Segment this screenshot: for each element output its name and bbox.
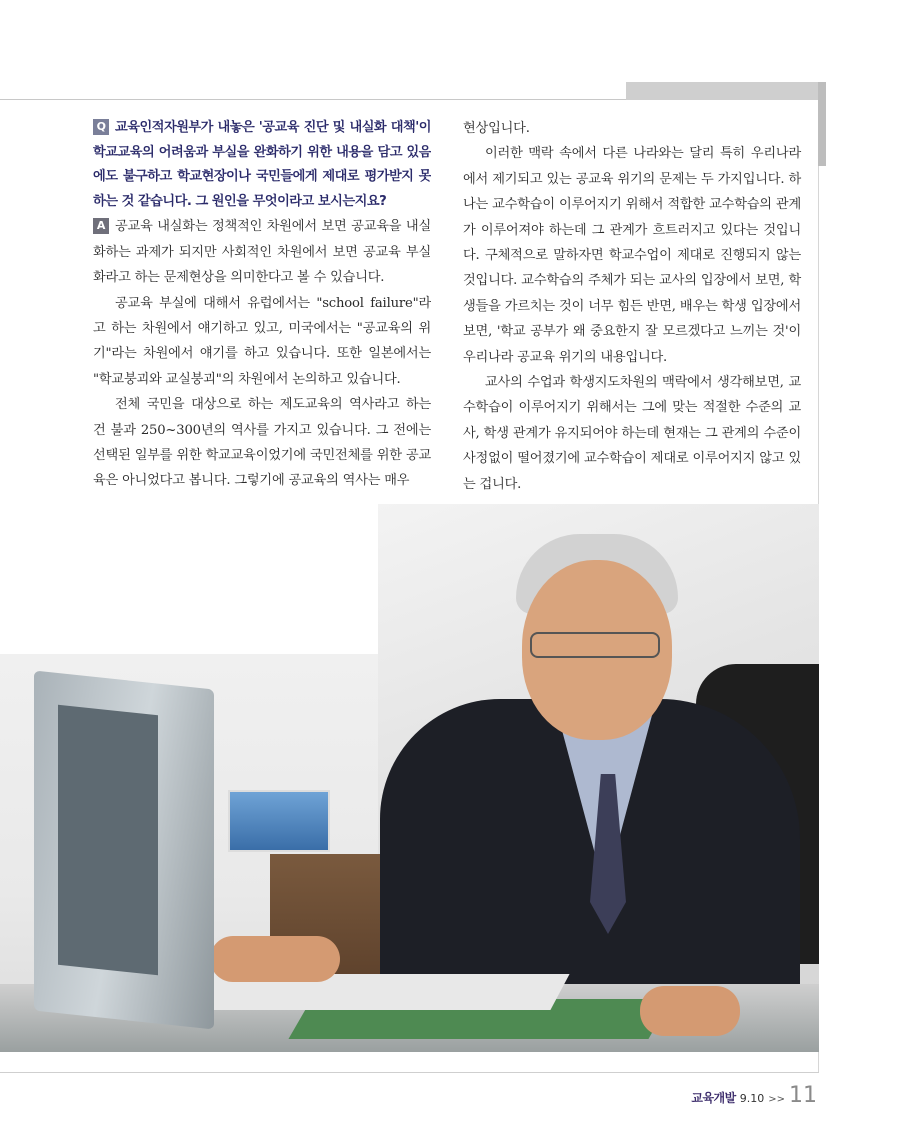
page-number: 11 (789, 1083, 817, 1108)
answer-badge: A (93, 218, 109, 234)
header-gray-tab (626, 82, 826, 100)
header-gray-side-bar (818, 82, 826, 166)
photo-monitor-side (58, 705, 158, 976)
interview-photo (0, 504, 819, 1052)
photo-tissue-box (228, 790, 330, 852)
magazine-name: 교육개발 (691, 1091, 736, 1105)
answer-first-paragraph (93, 214, 431, 290)
page-footer (691, 1085, 817, 1111)
footer-arrows: >> (768, 1094, 785, 1105)
right-paragraph-2: 이러한 맥락 속에서 다른 나라와는 달리 특히 우리나라에서 제기되고 있는 공교육 위기의 문제는 두 가지입니다. 하나는 교수학습이 이루어지기 위해서 적합한 교수학습의 관계가 이루어져야 하는데 그 관계가 흐트러지고 있다는 것입니다. 구체적으로 말하자면 학교수업이 제대로 진행되지 않는 것입니다. 교수학습의 주체가 되는 교사의 입장에서 보면, 학생들을 가르치는 것이 너무 힘든 반면, 배우는 학생 입장에서 보면, '학교 공부가 왜 중요한지 잘 모르겠다고 느끼는 것'이 우리나라 공교육 위기의 내용입니다. (463, 146, 801, 365)
question-text: 교육인적자원부가 내놓은 '공교육 진단 및 내실화 대책'이 학교교육의 어려움과 부실을 완화하기 위한 내용을 담고 있음에도 불구하고 학교현장이나 국민들에게 제대로 평가받지 못하는 것 같습니다. 그 원인을 무엇이라고 보시는지요? (93, 120, 431, 209)
question-paragraph (93, 116, 431, 214)
right-paragraph-3: 교사의 수업과 학생지도차원의 맥락에서 생각해보면, 교수학습이 이루어지기 위해서는 그에 맞는 적절한 수준의 교사, 학생 관계가 유지되어야 하는데 현재는 그 관계의 수준이 사정없이 떨어졌기에 교수학습이 제대로 이루어지지 않고 있는 겁니다. (463, 375, 801, 492)
right-column (463, 116, 801, 497)
bottom-rule (0, 1072, 819, 1073)
photo-person-glasses (530, 632, 660, 658)
right-paragraph-1: 현상입니다. (463, 121, 530, 136)
answer-first-text: 공교육 내실화는 정책적인 차원에서 보면 공교육을 내실화하는 과제가 되지만 사회적인 차원에서 보면 공교육 부실화라고 하는 문제현상을 의미한다고 볼 수 있습니다. (93, 219, 431, 286)
answer-paragraph-2: 공교육 부실에 대해서 유럽에서는 "school failure"라고 하는 차원에서 얘기하고 있고, 미국에서는 "공교육의 위기"라는 차원에서 얘기를 하고 있습니다. 또한 일본에서는 "학교붕괴와 교실붕괴"의 차원에서 논의하고 있습니다. (93, 295, 431, 387)
photo-person-hand-left (210, 936, 340, 982)
photo-person-hand-right (640, 986, 740, 1036)
question-badge: Q (93, 119, 109, 135)
left-column (93, 116, 431, 506)
issue-number: 9.10 (739, 1092, 765, 1105)
answer-paragraph-3: 전체 국민을 대상으로 하는 제도교육의 역사라고 하는 건 불과 250~300년의 역사를 가지고 있습니다. 그 전에는 선택된 일부를 위한 학교교육이었기에 국민전체를 위한 공교육은 아니었다고 봅니다. 그렇기에 공교육의 역사는 매우 (93, 397, 431, 489)
